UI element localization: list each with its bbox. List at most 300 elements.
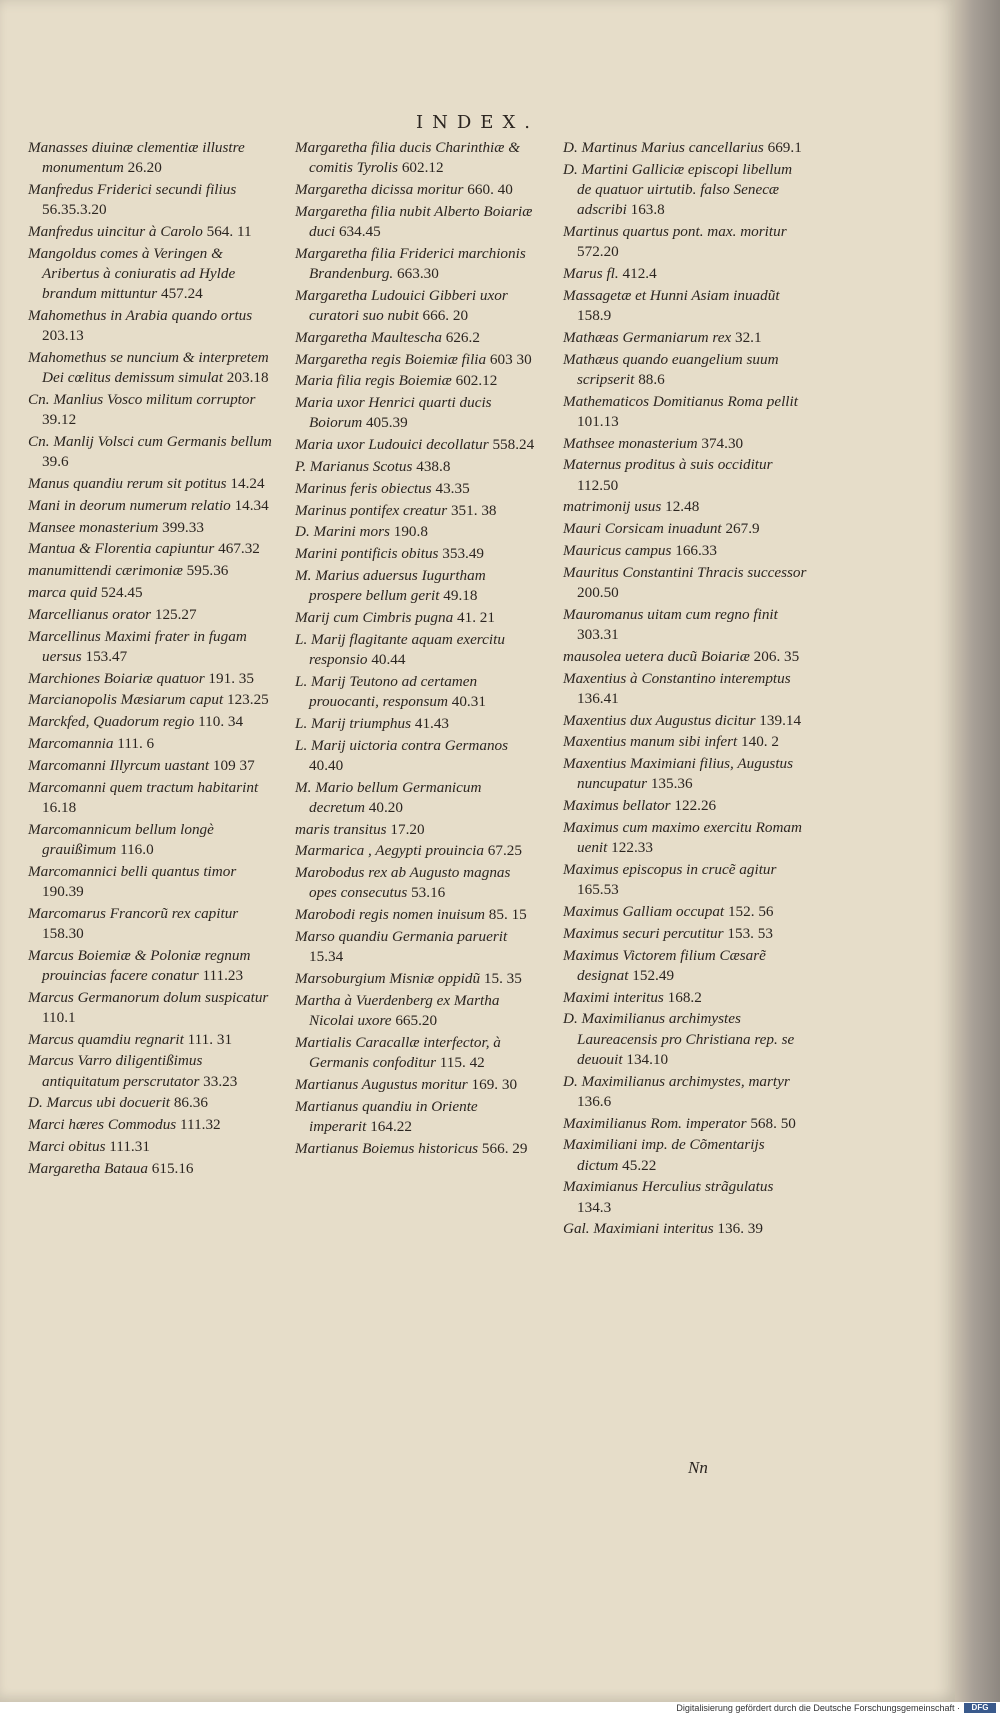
page-reference: 190.8 — [393, 523, 428, 541]
index-entry — [563, 1135, 808, 1175]
index-entry — [295, 969, 538, 989]
index-entry — [295, 736, 538, 776]
index-entry — [28, 518, 273, 538]
page-reference: 40.31 — [451, 692, 486, 710]
index-term: Massagetæ et Hunni Asiam inuadũt — [563, 286, 780, 304]
index-term: D. Marcus ubi docuerit — [28, 1094, 171, 1112]
index-term: Maria filia regis Boiemiæ — [295, 372, 452, 390]
index-term: Margaretha dicissa moritur — [295, 181, 464, 198]
page-reference: 603 30 — [489, 350, 532, 368]
page-reference: 32.1 — [734, 328, 762, 346]
index-entry — [563, 860, 808, 900]
index-entry — [563, 754, 808, 794]
index-entry — [295, 371, 538, 391]
page-reference: 111. 6 — [117, 734, 155, 752]
index-term: Marci obitus — [28, 1137, 106, 1155]
index-term: Mathæas Germaniarum rex — [563, 328, 732, 346]
index-entry — [295, 435, 538, 455]
page-reference: 109 37 — [212, 756, 255, 774]
index-entry — [563, 1177, 808, 1217]
index-term: Mathsee monasterium — [563, 434, 698, 452]
index-term: M. Marius aduersus Iugurtham prospere bellum gerit — [295, 566, 486, 605]
index-term: D. Maximilianus archimystes Laureacensis pro Christiana rep. se deuouit — [563, 1010, 795, 1068]
page-reference: 41. 21 — [457, 608, 495, 626]
page-reference: 110. 34 — [198, 713, 244, 731]
index-entry — [28, 778, 273, 818]
index-term: Marcellianus orator — [28, 605, 152, 623]
index-entry — [28, 988, 273, 1028]
index-term: L. Marij triumphus — [295, 714, 412, 732]
index-term: Marcomanni quem tractum habitarint — [28, 778, 259, 796]
index-term: Maternus proditus à suis occiditur — [563, 456, 773, 474]
index-term: Mathematicos Domitianus Roma pellit — [563, 392, 798, 410]
index-entry — [28, 539, 273, 559]
index-term: Margaretha regis Boiemiæ filia — [295, 350, 487, 368]
index-term: Maximiliani imp. de Cõmentarijs dictum — [563, 1136, 765, 1174]
index-term: Marobodi regis nomen inuisum — [295, 906, 485, 924]
index-term: matrimonij usus — [563, 498, 662, 516]
page-reference: 524.45 — [100, 583, 143, 601]
index-entry — [295, 1075, 538, 1095]
page-reference: 152.49 — [632, 966, 675, 984]
index-entry — [295, 927, 538, 967]
index-entry — [28, 862, 273, 902]
page-reference: 164.22 — [370, 1117, 412, 1135]
page-reference: 136.6 — [577, 1092, 612, 1110]
index-entry — [28, 583, 273, 603]
page-reference: 303.31 — [577, 625, 619, 643]
index-entry — [28, 1137, 273, 1157]
index-entry — [295, 202, 538, 242]
index-term: Manus quandiu rerum sit potitus — [28, 475, 227, 492]
index-term: Martianus Augustus moritur — [295, 1075, 468, 1093]
page-reference: 153. 53 — [727, 924, 773, 942]
page-reference: 116.0 — [120, 840, 154, 858]
index-entry — [28, 1051, 273, 1091]
index-entry — [563, 541, 808, 561]
page-reference: 602.12 — [401, 159, 444, 177]
index-entry — [563, 669, 808, 709]
index-term: Martha à Vuerdenberg ex Martha Nicolai uxore — [295, 991, 500, 1029]
index-entry — [28, 561, 273, 581]
page-reference: 566. 29 — [481, 1139, 528, 1157]
index-entry — [295, 566, 538, 606]
index-entry — [563, 222, 808, 262]
page-reference: 626.2 — [445, 328, 480, 346]
index-entry — [28, 496, 273, 516]
page-reference: 33.23 — [203, 1072, 238, 1090]
page-reference: 412.4 — [622, 265, 657, 282]
page-reference: 399.33 — [162, 518, 204, 536]
index-entry — [563, 605, 808, 645]
page-reference: 115. 42 — [439, 1053, 485, 1071]
page-reference: 136.41 — [577, 689, 619, 707]
index-entry — [295, 608, 538, 628]
page-reference: 457.24 — [160, 285, 203, 303]
index-entry — [563, 1219, 808, 1239]
index-entry — [563, 328, 808, 348]
index-term: Mathæus quando euangelium suum scripserit — [563, 350, 779, 388]
index-term: P. Marianus Scotus — [295, 457, 413, 475]
index-term: marca quid — [28, 583, 98, 601]
index-term: Marchiones Boiariæ quatuor — [28, 669, 205, 687]
page-reference: 203.13 — [42, 327, 84, 345]
index-term: Margaretha filia Friderici marchionis Brandenburg. — [295, 244, 526, 282]
index-term: D. Marini mors — [295, 523, 390, 541]
index-term: mausolea uetera ducũ Boiariæ — [563, 647, 750, 665]
index-column-2 — [295, 138, 538, 1160]
page-reference: 660. 40 — [467, 181, 513, 198]
index-entry — [563, 796, 808, 816]
index-entry — [563, 350, 808, 390]
index-entry — [295, 630, 538, 670]
page-reference: 39.12 — [42, 411, 77, 429]
page-reference: 438.8 — [416, 457, 451, 475]
index-term: Martinus quartus pont. max. moritur — [563, 223, 787, 240]
index-entry — [295, 350, 538, 370]
page-reference: 111.23 — [202, 966, 244, 984]
page-reference: 158.9 — [577, 307, 612, 324]
index-entry — [295, 138, 538, 178]
index-term: Maxentius Maximiani filius, Augustus nuncupatur — [563, 755, 794, 793]
index-entry — [563, 519, 808, 539]
index-term: Marcomanni Illyrcum uastant — [28, 756, 210, 774]
index-term: Marci hæres Commodus — [28, 1116, 177, 1134]
index-term: D. Martinus Marius cancellarius — [563, 139, 764, 156]
index-entry — [295, 1097, 538, 1137]
page-reference: 558.24 — [492, 436, 535, 454]
index-term: Mansee monasterium — [28, 518, 159, 536]
index-entry — [28, 712, 273, 732]
page-reference: 40.44 — [371, 650, 406, 668]
index-term: Maximi interitus — [563, 988, 664, 1006]
index-entry — [563, 902, 808, 922]
page-reference: 15. 35 — [483, 969, 522, 987]
page-reference: 140. 2 — [741, 733, 779, 751]
page-reference: 572.20 — [577, 243, 619, 261]
page-reference: 53.16 — [411, 884, 446, 902]
page-reference: 14.34 — [234, 496, 269, 514]
page-reference: 88.6 — [638, 370, 665, 388]
index-term: Maximilianus Rom. imperator — [563, 1114, 747, 1132]
index-term: L. Marij Teutono ad certamen prouocanti, responsum — [295, 672, 478, 710]
page-reference: 15.34 — [309, 948, 344, 966]
index-term: Maximianus Herculius strãgulatus — [563, 1178, 774, 1196]
index-term: Mauri Corsicam inuadunt — [563, 520, 722, 538]
index-entry — [28, 946, 273, 986]
index-term: Marsoburgium Misniæ oppidũ — [295, 969, 481, 987]
index-entry — [295, 544, 538, 564]
page-reference: 669.1 — [767, 139, 802, 156]
page-reference: 45.22 — [622, 1156, 657, 1174]
page-reference: 191. 35 — [208, 669, 254, 687]
index-term: Mangoldus comes à Veringen & Aribertus à coniuratis ad Hylde brandum mittuntur — [28, 244, 236, 303]
index-entry — [563, 818, 808, 858]
page-reference: 136. 39 — [717, 1220, 763, 1238]
index-term: Manfredus Friderici secundi filius — [28, 181, 237, 198]
page-reference: 111. 31 — [187, 1030, 233, 1048]
index-entry — [295, 820, 538, 840]
index-term: Marso quandiu Germania paruerit — [295, 927, 508, 945]
page-reference: 16.18 — [42, 798, 77, 816]
page-reference: 40.20 — [368, 798, 403, 816]
page-reference: 122.33 — [611, 839, 653, 857]
page-reference: 203.18 — [226, 369, 269, 387]
page-reference: 39.6 — [42, 453, 69, 471]
page-reference: 166.33 — [675, 541, 717, 559]
index-term: Maximus bellator — [563, 797, 671, 815]
index-term: Mahomethus se nuncium & interpretem Dei cœlitus demissum simulat — [28, 349, 269, 387]
index-entry — [563, 455, 808, 495]
index-term: D. Martini Galliciæ episcopi libellum de quatuor uirtutib. falso Senecæ adscribi — [563, 160, 793, 219]
index-term: Mauromanus uitam cum regno finit — [563, 605, 778, 623]
index-term: L. Marij uictoria contra Germanos — [295, 736, 509, 754]
page-reference: 634.45 — [338, 223, 381, 240]
index-entry — [563, 732, 808, 752]
index-entry — [28, 627, 273, 667]
page-reference: 190.39 — [42, 882, 84, 900]
page-reference: 86.36 — [173, 1094, 208, 1112]
page-reference: 666. 20 — [422, 307, 469, 324]
index-entry — [563, 924, 808, 944]
index-entry — [28, 474, 273, 494]
index-term: Maxentius à Constantino interemptus — [563, 669, 791, 687]
index-term: Marcomannicum bellum longè grauißimum — [28, 820, 214, 858]
page-reference: 56.35.3.20 — [42, 201, 107, 219]
page-header: INDEX. — [416, 112, 539, 133]
index-column-1 — [28, 138, 273, 1181]
index-term: Maximus Galliam occupat — [563, 902, 725, 920]
index-entry — [563, 434, 808, 454]
index-entry — [563, 1114, 808, 1134]
page-reference: 353.49 — [442, 545, 485, 563]
index-term: Marcomarus Francorũ rex capitur — [28, 904, 239, 922]
index-entry — [295, 501, 538, 521]
index-term: Maxentius dux Augustus dicitur — [563, 711, 756, 729]
index-entry — [295, 1033, 538, 1073]
page-reference: 351. 38 — [450, 501, 497, 519]
page-reference: 43.35 — [435, 479, 470, 497]
index-term: Marcus Boiemiæ & Poloniæ regnum prouincias facere conatur — [28, 946, 251, 984]
index-term: Martianus quandiu in Oriente imperarit — [295, 1097, 478, 1135]
index-entry — [295, 328, 538, 348]
page-reference: 602.12 — [455, 372, 498, 390]
index-term: maris transitus — [295, 820, 387, 838]
page-reference: 123.25 — [226, 691, 269, 709]
page-reference: 158.30 — [42, 924, 84, 942]
index-term: Marinus feris obiectus — [295, 479, 432, 497]
page-reference: 85. 15 — [488, 906, 527, 924]
index-entry — [563, 392, 808, 432]
index-term: Marus fl. — [563, 265, 619, 282]
index-entry — [28, 1093, 273, 1113]
page-reference: 26.20 — [127, 159, 162, 177]
page-reference: 206. 35 — [753, 647, 800, 665]
index-entry — [563, 563, 808, 603]
index-term: Marcellinus Maximi frater in fugam uersus — [28, 627, 247, 665]
index-entry — [295, 778, 538, 818]
index-term: Marcianopolis Mæsiarum caput — [28, 691, 224, 709]
index-term: Maximus securi percutitur — [563, 924, 724, 942]
page-reference: 101.13 — [577, 412, 619, 430]
index-entry — [295, 393, 538, 433]
index-entry — [295, 286, 538, 326]
page-reference: 111.31 — [109, 1137, 150, 1155]
index-entry — [563, 647, 808, 667]
index-entry — [28, 1159, 273, 1179]
index-entry — [28, 690, 273, 710]
index-term: Marini pontificis obitus — [295, 545, 439, 563]
index-term: Maria uxor Ludouici decollatur — [295, 436, 489, 454]
page-reference: 17.20 — [390, 820, 425, 838]
index-term: M. Mario bellum Germanicum decretum — [295, 778, 482, 816]
index-term: Marmarica , Aegypti prouincia — [295, 842, 484, 860]
index-entry — [295, 841, 538, 861]
index-entry — [295, 1139, 538, 1159]
page-reference: 122.26 — [674, 797, 717, 815]
index-entry — [295, 244, 538, 284]
index-entry — [295, 991, 538, 1031]
page-reference: 112.50 — [577, 476, 619, 494]
index-term: Maxentius manum sibi infert — [563, 733, 738, 751]
index-entry — [563, 138, 808, 158]
index-column-3 — [563, 138, 808, 1241]
page-reference: 467.32 — [218, 540, 260, 558]
index-entry — [563, 160, 808, 221]
index-entry — [563, 946, 808, 986]
index-entry — [28, 180, 273, 220]
index-entry — [563, 1072, 808, 1112]
index-term: Marinus pontifex creatur — [295, 501, 448, 519]
index-term: Margaretha Maultescha — [295, 328, 442, 346]
page-reference: 405.39 — [365, 414, 408, 432]
index-term: Gal. Maximiani interitus — [563, 1220, 714, 1238]
page-reference: 134.10 — [626, 1050, 669, 1068]
index-term: Mauricus campus — [563, 541, 672, 559]
index-entry — [28, 390, 273, 430]
page-reference: 49.18 — [443, 587, 478, 605]
page-reference: 663.30 — [397, 265, 439, 282]
index-term: D. Maximilianus archimystes, martyr — [563, 1072, 790, 1090]
page-reference: 267.9 — [725, 520, 760, 538]
page-reference: 568. 50 — [750, 1114, 796, 1132]
index-entry — [28, 669, 273, 689]
page-reference: 168.2 — [667, 988, 702, 1006]
page-reference: 67.25 — [487, 842, 522, 860]
index-term: Cn. Manlius Vosco militum corruptor — [28, 391, 256, 408]
index-term: Marcomannia — [28, 734, 114, 752]
page-reference: 125.27 — [154, 605, 197, 623]
index-term: L. Marij flagitante aquam exercitu responsio — [295, 630, 505, 668]
index-entry — [295, 905, 538, 925]
index-term: manumittendi cærimoniæ — [28, 562, 183, 580]
footer-bar — [0, 1702, 1000, 1714]
index-entry — [295, 522, 538, 542]
index-term: Marcus quamdiu regnarit — [28, 1030, 184, 1048]
index-entry — [563, 264, 808, 284]
index-term: Martianus Boiemus historicus — [295, 1139, 479, 1157]
index-entry — [28, 306, 273, 346]
index-entry — [28, 904, 273, 944]
page-reference: 153.47 — [85, 647, 128, 665]
index-term: Manfredus uincitur à Carolo — [28, 223, 203, 240]
index-entry — [28, 1115, 273, 1135]
index-entry — [28, 432, 273, 472]
index-entry — [295, 863, 538, 903]
index-term: Marckfed, Quadorum regio — [28, 713, 195, 731]
index-entry — [28, 1030, 273, 1050]
index-term: Marcomannici belli quantus timor — [28, 862, 237, 880]
index-term: Marcus Varro diligentißimus antiquitatum perscrutator — [28, 1052, 203, 1090]
page-reference: 110.1 — [42, 1008, 76, 1026]
page-reference: 14.24 — [230, 475, 265, 492]
dfg-logo: DFG — [964, 1703, 996, 1713]
index-term: Marcus Germanorum dolum suspicatur — [28, 988, 269, 1006]
index-term: Manasses diuinæ clementiæ illustre monumentum — [28, 139, 245, 177]
page-reference: 41.43 — [414, 714, 450, 732]
index-term: Maximus cum maximo exercitu Romam uenit — [563, 818, 802, 857]
index-entry — [563, 497, 808, 517]
page-reference: 564. 11 — [206, 223, 252, 240]
page-reference: 152. 56 — [727, 902, 774, 920]
index-term: Maximus episcopus in crucẽ agitur — [563, 860, 777, 878]
index-term: Marobodus rex ab Augusto magnas opes consecutus — [295, 864, 511, 902]
index-term: Maria uxor Henrici quarti ducis Boiorum — [295, 394, 492, 432]
index-term: Mani in deorum numerum relatio — [28, 496, 231, 514]
index-entry — [563, 988, 808, 1008]
index-term: Marij cum Cimbris pugna — [295, 608, 454, 626]
index-term: Mauritus Constantini Thracis successor — [563, 563, 807, 581]
index-entry — [563, 286, 808, 326]
page-reference: 374.30 — [701, 434, 744, 452]
index-entry — [28, 756, 273, 776]
index-entry — [28, 222, 273, 242]
page-reference: 111.32 — [180, 1116, 221, 1134]
index-entry — [295, 180, 538, 200]
index-term: Margaretha filia ducis Charinthiæ & comitis Tyrolis — [295, 139, 521, 177]
index-entry — [28, 820, 273, 860]
index-entry — [563, 1009, 808, 1070]
index-entry — [28, 734, 273, 754]
index-term: Martialis Caracallæ interfector, à Germanis confoditur — [295, 1033, 501, 1071]
page-reference: 135.36 — [650, 775, 693, 793]
page-reference: 615.16 — [151, 1159, 194, 1177]
footer-text: Digitalisierung gefördert durch die Deutsche Forschungsgemeinschaft · — [676, 1703, 960, 1713]
signature-mark: Nn — [688, 1458, 708, 1477]
index-entry — [28, 605, 273, 625]
page-edge — [955, 0, 1000, 1702]
index-term: Cn. Manlij Volsci cum Germanis bellum — [28, 433, 272, 450]
page-reference: 12.48 — [665, 498, 700, 516]
index-term: Maximus Victorem filium Cæsarẽ designat — [563, 946, 766, 984]
index-entry — [28, 138, 273, 178]
page-reference: 40.40 — [309, 756, 344, 774]
index-entry — [563, 711, 808, 731]
index-entry — [28, 244, 273, 305]
page-reference: 665.20 — [395, 1011, 438, 1029]
index-entry — [295, 479, 538, 499]
page-reference: 200.50 — [577, 583, 619, 601]
index-entry — [28, 348, 273, 388]
page-reference: 169. 30 — [471, 1075, 518, 1093]
page-reference: 595.36 — [186, 562, 229, 580]
page-reference: 165.53 — [577, 881, 619, 899]
index-term: Mantua & Florentia capiuntur — [28, 540, 215, 558]
index-term: Margaretha filia nubit Alberto Boiariæ duci — [295, 202, 533, 240]
index-term: Margaretha Ludouici Gibberi uxor curatori suo nubit — [295, 286, 508, 324]
index-term: Mahomethus in Arabia quando ortus — [28, 307, 253, 324]
index-entry — [295, 714, 538, 734]
